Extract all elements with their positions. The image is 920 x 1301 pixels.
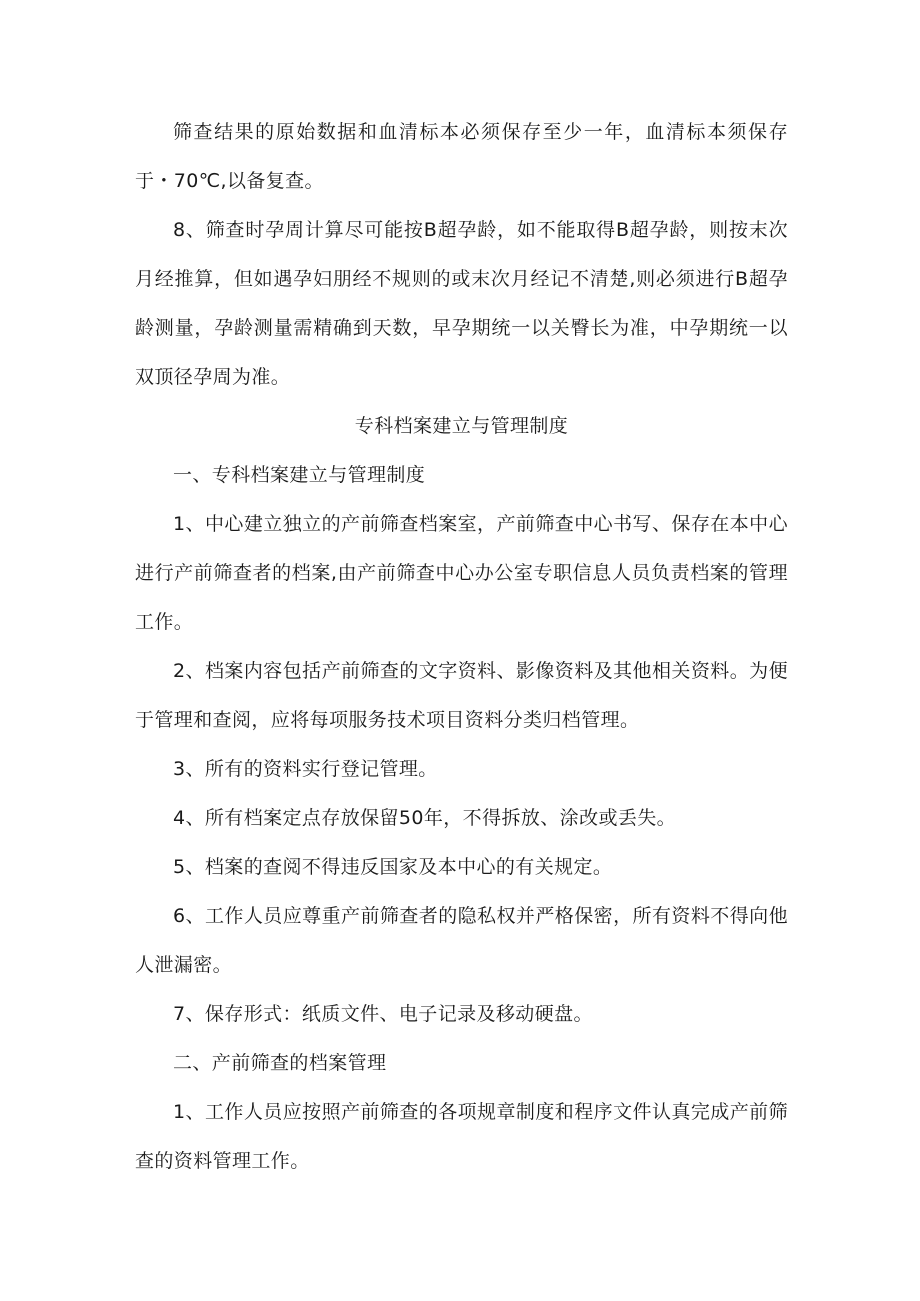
paragraph-gestational-age: 8、筛查时孕周计算尽可能按B超孕龄，如不能取得B超孕龄，则按末次月经推算，但如遇孕妇朋经不规则的或末次月经记不清楚,则必须进行B超孕龄测量，孕龄测量需精确到天数，早孕期统一以关臀长为准，中孕期统一以双顶径孕周为准。 [135, 219, 788, 388]
part1-item-7: 7、保存形式：纸质文件、电子记录及移动硬盘。 [173, 1003, 593, 1025]
part1-item-4: 4、所有档案定点存放保留50年，不得拆放、涂改或丢失。 [173, 807, 677, 829]
part1-item-3: 3、所有的资料实行登记管理。 [173, 758, 438, 780]
paragraph-sample-storage: 筛查结果的原始数据和血清标本必须保存至少一年，血清标本须保存于・70℃,以备复查。 [135, 121, 788, 192]
part2-heading: 二、产前筛查的档案管理 [173, 1052, 387, 1074]
part1-heading: 一、专科档案建立与管理制度 [173, 464, 426, 486]
part2-item-1: 1、工作人员应按照产前筛查的各项规章制度和程序文件认真完成产前筛查的资料管理工作。 [135, 1101, 788, 1172]
section-title: 专科档案建立与管理制度 [354, 415, 569, 437]
part1-item-6: 6、工作人员应尊重产前筛查者的隐私权并严格保密，所有资料不得向他人泄漏密。 [135, 905, 788, 976]
part1-item-2: 2、档案内容包括产前筛查的文字资料、影像资料及其他相关资料。为便于管理和查阅，应将每项服务技术项目资料分类归档管理。 [135, 660, 788, 731]
part1-item-5: 5、档案的查阅不得违反国家及本中心的有关规定。 [173, 856, 613, 878]
part1-item-1: 1、中心建立独立的产前筛查档案室，产前筛查中心书写、保存在本中心进行产前筛查者的档案,由产前筛查中心办公室专职信息人员负责档案的管理工作。 [135, 513, 788, 633]
